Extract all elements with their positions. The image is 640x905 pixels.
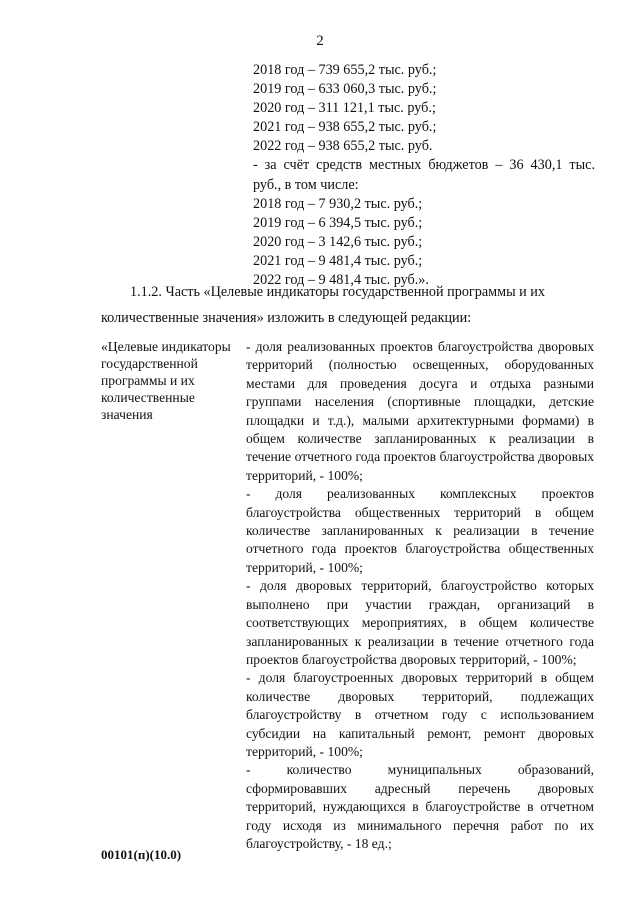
- table-right-cell: [246, 338, 594, 853]
- funding-line: 2020 год – 3 142,6 тыс. руб.;: [253, 233, 423, 250]
- indicator-item: - доля реализованных комплексных проектов благоустройства общественных территорий в общем количестве запланированных к реализации в течение отчетного года проектов благоустройства общественных территорий, - 100%;: [246, 486, 594, 575]
- funding-line: 2020 год – 311 121,1 тыс. руб.;: [253, 100, 436, 117]
- paragraph-line-1: 1.1.2. Часть «Целевые индикаторы государственной программы и их: [130, 284, 545, 300]
- indicator-item: - количество муниципальных образований, сформировавших адресный перечень дворовых территорий, нуждающихся в благоустройстве в отчетном году исходя из минимального перечня работ по их благоустройству, - 18 ед.;: [246, 762, 594, 851]
- funding-line: 2019 год – 633 060,3 тыс. руб.;: [253, 81, 437, 98]
- funding-line: 2018 год – 7 930,2 тыс. руб.;: [253, 195, 423, 212]
- local-budget-text: - за счёт средств местных бюджетов – 36 430,1 тыс. руб., в том числе:: [253, 157, 595, 193]
- page-number: 2: [316, 33, 324, 49]
- funding-line: 2021 год – 938 655,2 тыс. руб.;: [253, 119, 437, 136]
- table-left-cell: «Целевые индикаторы государственной программы и их количественные значения: [101, 339, 231, 422]
- indicator-item: - доля дворовых территорий, благоустройство которых выполнено при участии граждан, организаций в соответствующих мероприятиях, в общем количестве запланированных к реализации в течение отчетного года проектов благоустройства дворовых территорий, - 100%;: [246, 578, 594, 667]
- funding-line: 2021 год – 9 481,4 тыс. руб.;: [253, 252, 423, 269]
- indicator-item: - доля благоустроенных дворовых территорий в общем количестве дворовых территорий, подлежащих благоустройству в отчетном году с использованием субсидии на капитальный ремонт, ремонт дворовых территорий, - 100%;: [246, 670, 594, 759]
- funding-line: 2022 год – 9 481,4 тыс. руб.».: [253, 272, 429, 289]
- funding-breakdown: [253, 61, 603, 290]
- indicator-item: - доля реализованных проектов благоустройства дворовых территорий (полностью освещенных, оборудованных местами для проведения досуга и отдыха разными группами населения (спортивные площадки, детские площадки и т.д.), малыми архитектурными формами) в общем количестве запланированных к реализации в течение отчетного года проектов благоустройства дворовых территорий, - 100%;: [246, 339, 594, 483]
- funding-line: 2019 год – 6 394,5 тыс. руб.;: [253, 214, 423, 231]
- funding-line: 2022 год – 938 655,2 тыс. руб.: [253, 138, 433, 155]
- document-code: 00101(п)(10.0): [101, 847, 182, 862]
- paragraph-line-2: количественные значения» изложить в следующей редакции:: [101, 310, 472, 326]
- funding-line: 2018 год – 739 655,2 тыс. руб.;: [253, 62, 437, 78]
